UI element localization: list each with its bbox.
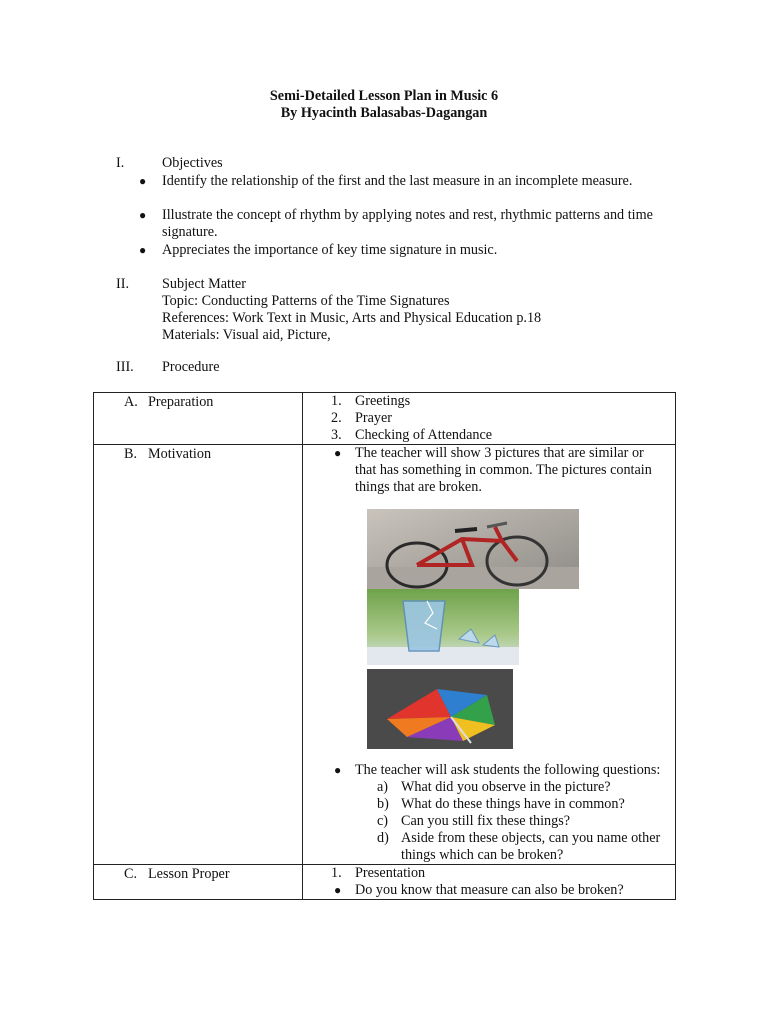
bullet-icon: ●	[334, 446, 342, 460]
row-letter: C.	[124, 866, 138, 882]
list-item: 3. Checking of Attendance	[331, 427, 493, 443]
bullet-icon: ●	[139, 243, 147, 257]
preparation-list	[303, 393, 675, 444]
list-item	[334, 445, 667, 496]
question-item: d) Aside from these objects, can you name other things which can be broken?	[377, 830, 661, 863]
row-label-cell	[94, 865, 303, 900]
row-content-cell	[303, 393, 676, 445]
references-line: References: Work Text in Music, Arts and Physical Education p.18	[162, 310, 542, 326]
list-item: 1. Presentation	[331, 865, 426, 881]
section-heading-procedure: Procedure	[162, 359, 220, 375]
row-label-cell	[94, 445, 303, 865]
objective-item: Identify the relationship of the first and the last measure in an incomplete measure.	[162, 173, 633, 189]
list-item: 1. Greetings	[331, 393, 411, 409]
materials-line: Materials: Visual aid, Picture,	[162, 327, 331, 343]
row-letter: B.	[124, 446, 138, 462]
question-item: b) What do these things have in common?	[377, 796, 625, 812]
broken-umbrella-image	[367, 669, 513, 749]
question-item: c) Can you still fix these things?	[377, 813, 571, 829]
question-item: a) What did you observe in the picture?	[377, 779, 611, 795]
objective-item: Appreciates the importance of key time signature in music.	[162, 242, 498, 258]
section-number-subject-matter: II.	[116, 276, 129, 292]
row-label-cell	[94, 393, 303, 445]
row-label: Motivation	[148, 446, 212, 462]
table-row-preparation	[94, 393, 676, 445]
bullet-icon: ●	[334, 883, 342, 897]
broken-glass-image	[367, 589, 519, 665]
row-content-cell	[303, 865, 676, 900]
objective-item: Illustrate the concept of rhythm by applying notes and rest, rhythmic patterns and time signature.	[162, 207, 653, 240]
bullet-icon: ●	[334, 763, 342, 777]
section-heading-subject-matter: Subject Matter	[162, 276, 246, 292]
section-number-objectives: I.	[116, 155, 125, 171]
topic-line: Topic: Conducting Patterns of the Time Signatures	[162, 293, 450, 309]
table-row-lesson-proper	[94, 865, 676, 900]
row-letter: A.	[124, 394, 138, 410]
section-heading-objectives: Objectives	[162, 155, 223, 171]
broken-bicycle-image	[367, 509, 579, 589]
question-list	[355, 779, 667, 864]
list-item	[334, 762, 667, 864]
bullet-icon: ●	[139, 174, 147, 188]
motivation-ask: The teacher will ask students the following questions:	[355, 762, 661, 778]
row-label: Lesson Proper	[148, 866, 230, 882]
motivation-intro: The teacher will show 3 pictures that are similar or that has something in common. The pictures contain things that are broken.	[355, 445, 652, 495]
section-number-procedure: III.	[116, 359, 134, 375]
page-title: Semi-Detailed Lesson Plan in Music 6	[269, 88, 499, 104]
list-item: ● Do you know that measure can also be broken?	[334, 882, 624, 898]
author-line: By Hyacinth Balasabas-Dagangan	[280, 105, 488, 121]
row-label: Preparation	[148, 394, 214, 410]
table-row-motivation	[94, 445, 676, 865]
list-item: 2. Prayer	[331, 410, 393, 426]
bullet-icon: ●	[139, 208, 147, 222]
row-content-cell	[303, 445, 676, 865]
procedure-table	[93, 392, 676, 900]
